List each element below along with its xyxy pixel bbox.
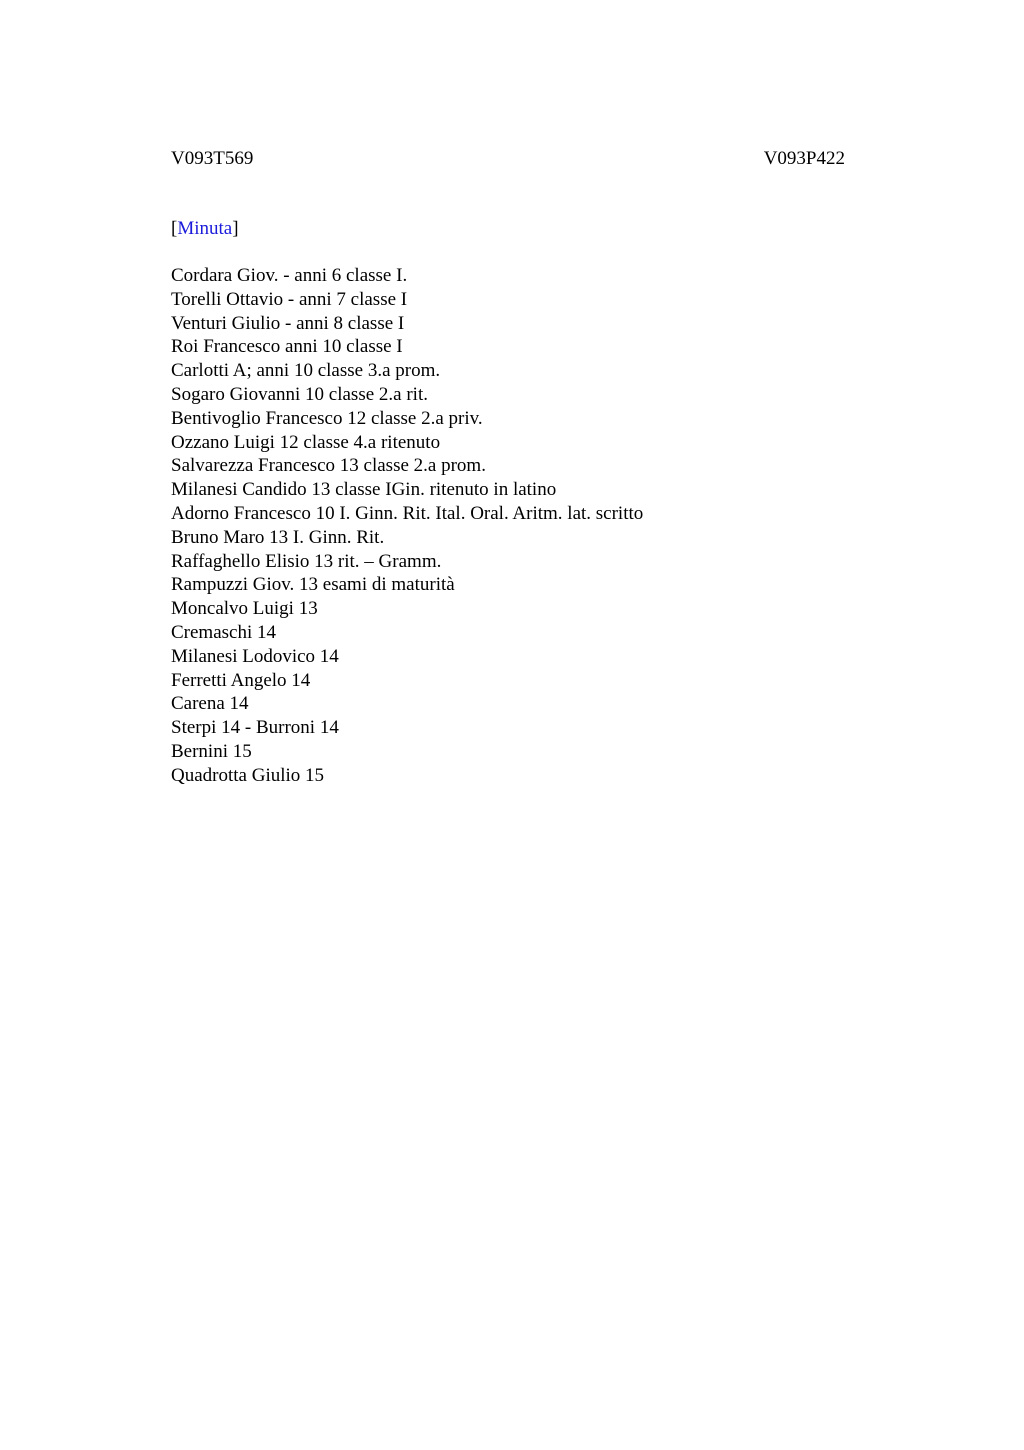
open-bracket: [ (171, 218, 178, 239)
list-item: Roi Francesco anni 10 classe I (171, 336, 403, 358)
list-item: Bentivoglio Francesco 12 classe 2.a priv. (171, 407, 483, 429)
list-item: Milanesi Candido 13 classe IGin. ritenuto in latino (171, 479, 557, 501)
list-item: Bernini 15 (171, 740, 252, 762)
list-item: Sogaro Giovanni 10 classe 2.a rit. (171, 383, 428, 405)
document-type-link[interactable]: Minuta (177, 218, 233, 239)
document-reference-right: V093P422 (763, 148, 845, 169)
list-item: Cremaschi 14 (171, 621, 277, 643)
document-reference-left: V093T569 (171, 148, 254, 169)
list-item: Torelli Ottavio - anni 7 classe I (171, 288, 408, 310)
list-item: Cordara Giov. - anni 6 classe I. (171, 265, 408, 286)
list-item: Sterpi 14 - Burroni 14 (171, 717, 339, 739)
list-item: Ozzano Luigi 12 classe 4.a ritenuto (171, 431, 441, 453)
list-item: Rampuzzi Giov. 13 esami di maturità (171, 574, 455, 596)
list-item: Adorno Francesco 10 I. Ginn. Rit. Ital. Oral. Aritm. lat. scritto (171, 502, 644, 524)
list-item: Quadrotta Giulio 15 (171, 764, 325, 786)
list-item: Venturi Giulio - anni 8 classe I (171, 312, 405, 334)
student-list (171, 264, 643, 788)
close-bracket: ] (232, 218, 239, 239)
list-item: Carena 14 (171, 693, 249, 715)
list-item: Moncalvo Luigi 13 (171, 598, 318, 620)
list-item: Milanesi Lodovico 14 (171, 645, 339, 667)
list-item: Carlotti A; anni 10 classe 3.a prom. (171, 360, 441, 382)
list-item: Bruno Maro 13 I. Ginn. Rit. (171, 526, 385, 548)
list-item: Salvarezza Francesco 13 classe 2.a prom. (171, 455, 486, 477)
document-type (171, 216, 239, 242)
page-header (171, 146, 845, 172)
list-item: Ferretti Angelo 14 (171, 669, 311, 691)
list-item: Raffaghello Elisio 13 rit. – Gramm. (171, 550, 442, 572)
